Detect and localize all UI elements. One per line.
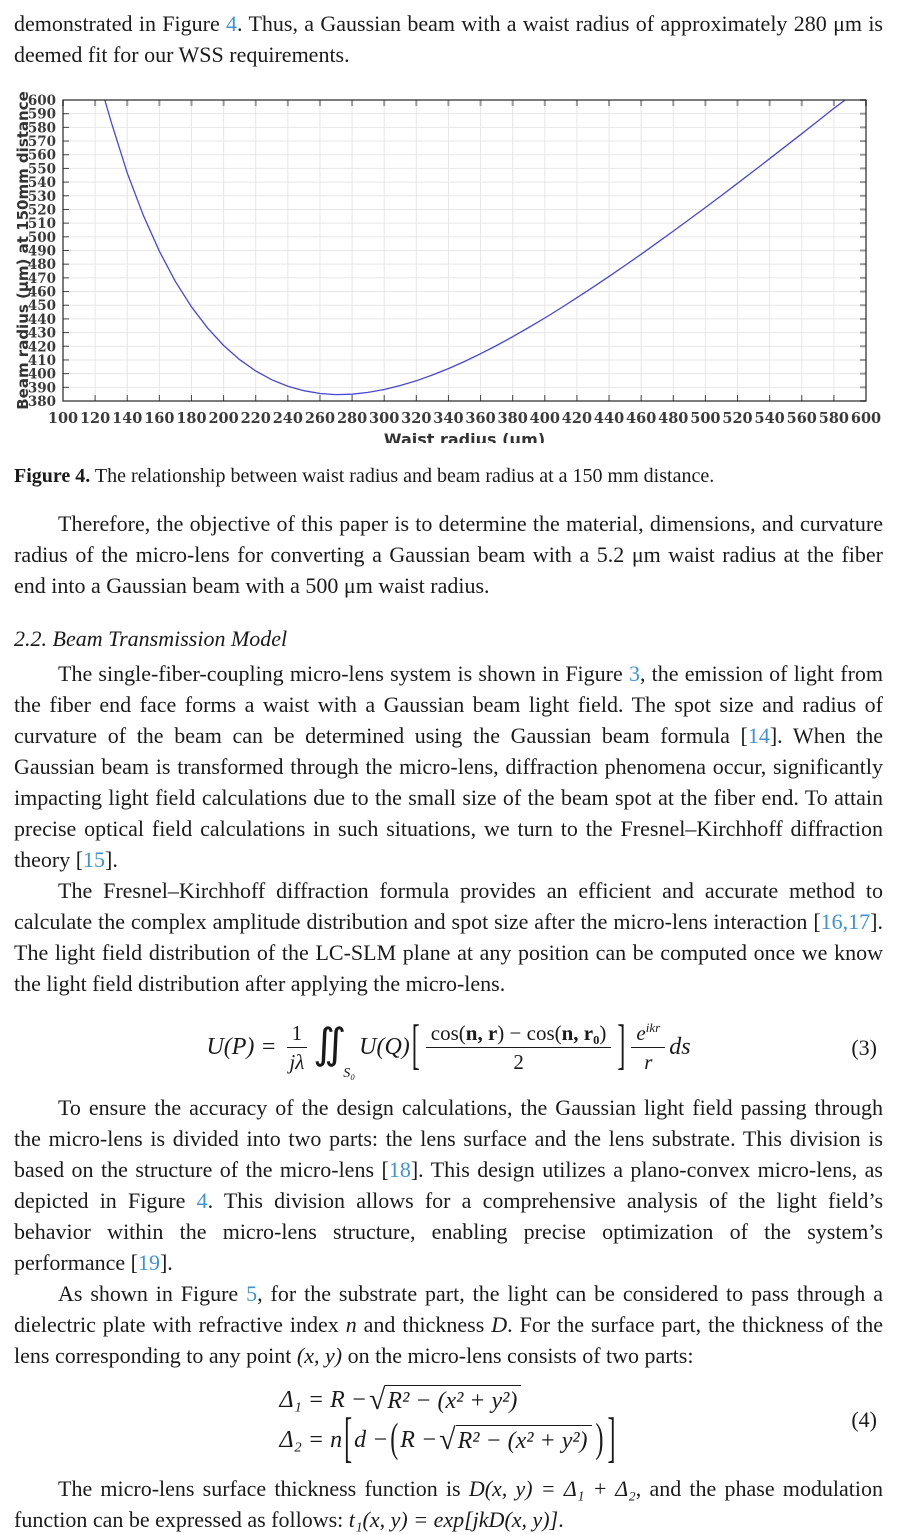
equation-4-line-1: Δ₁ = R − √ R² − (x² + y²) [279, 1385, 523, 1415]
citation-link[interactable]: 14 [747, 723, 770, 748]
citation-link[interactable]: 4 [196, 1188, 208, 1214]
svg-text:480: 480 [27, 257, 56, 274]
svg-text:530: 530 [27, 188, 56, 205]
figure-4-plot [14, 88, 883, 443]
svg-text:400: 400 [27, 366, 56, 383]
equation-4-body [279, 1383, 617, 1470]
text-segment: t₁(x, y) = exp[jkD(x, y)] [348, 1507, 559, 1533]
svg-text:580: 580 [818, 410, 850, 427]
svg-text:520: 520 [27, 202, 56, 219]
equation-3-number: (3) [851, 1034, 877, 1060]
svg-text:400: 400 [529, 410, 560, 427]
text-segment: n, r₀ [561, 1021, 600, 1045]
svg-text:100: 100 [47, 410, 79, 427]
equation-4-number: (4) [851, 1407, 877, 1433]
right-square-bracket: ] [617, 1016, 626, 1077]
text-segment: The single-fiber-coupling micro-lens system is shown in Figure [58, 661, 629, 686]
svg-text:280: 280 [336, 410, 368, 427]
figure-4-caption [14, 462, 883, 490]
text-segment: ]. [105, 847, 118, 872]
text-segment: on the micro-lens consists of two parts: [342, 1343, 694, 1369]
svg-text:540: 540 [27, 175, 56, 192]
equation-3 [14, 1013, 883, 1082]
svg-text:180: 180 [176, 410, 207, 427]
citation-link[interactable]: 18 [388, 1157, 411, 1183]
equation-4-line-2: Δ₂ = n [ d − ( R − √ R² − (x² + y²) ) ] [279, 1425, 617, 1455]
text-segment: D [491, 1312, 508, 1338]
citation-link[interactable]: 4 [226, 11, 238, 36]
equation-4 [14, 1379, 883, 1470]
text-segment: , and the phase modulation function can be expressed as follows: [14, 1476, 883, 1533]
svg-text:590: 590 [27, 106, 56, 123]
text-segment: demonstrated in Figure [14, 11, 227, 36]
svg-text:360: 360 [465, 410, 496, 427]
text-segment: n [345, 1312, 357, 1338]
sqrt-2: √ R² − (x² + y²) [439, 1425, 591, 1455]
svg-text:540: 540 [754, 410, 785, 427]
citation-link[interactable]: 16,17 [820, 909, 871, 934]
beam-radius-curve [105, 100, 845, 395]
svg-text:560: 560 [27, 147, 56, 164]
right-square-bracket: ] [607, 1409, 616, 1470]
text-segment: To ensure the accuracy of the design calculations, the Gaussian light field passing through the micro-lens is divided into two parts: the lens surface and the lens substrate. This division is based on the structure of the micro-lens [ [14, 1095, 883, 1183]
text-segment: ]. This design utilizes a plano-convex micro-lens, as depicted in Figure [14, 1157, 883, 1214]
text-segment: (x, y) [296, 1343, 343, 1369]
citation-link[interactable]: 19 [137, 1250, 160, 1276]
sqrt-1: √ R² − (x² + y²) [369, 1385, 521, 1415]
citation-link[interactable]: 3 [628, 661, 640, 686]
text-segment: ) [599, 1021, 607, 1045]
svg-text:580: 580 [27, 120, 56, 137]
substrate-paragraph [14, 1278, 883, 1371]
text-segment: The micro-lens surface thickness function is [58, 1476, 469, 1502]
svg-text:500: 500 [690, 410, 721, 427]
svg-text:260: 260 [304, 410, 336, 427]
svg-text:440: 440 [27, 311, 56, 328]
svg-text:430: 430 [27, 325, 56, 342]
text-segment: and thickness [356, 1312, 492, 1338]
text-segment: ]. [159, 1250, 173, 1276]
text-segment: Therefore, the objective of this paper is to determine the material, dimensions, and curvature radius of the micro-lens for converting a Gaussian beam with a 5.2 μm waist radius at the fiber end into a Gaussian beam with a 500 μm waist radius. [14, 511, 883, 598]
svg-text:320: 320 [401, 410, 432, 427]
figure-4 [14, 88, 883, 448]
text-segment: , the emission of light from the fiber end face forms a waist with a Gaussian beam light field. The spot size and radius of curvature of the beam can be determined using the Gaussian beam formula [ [14, 661, 884, 748]
double-integral-symbol: ∬ [313, 1021, 347, 1068]
text-segment: cos( [430, 1021, 466, 1045]
svg-text:600: 600 [850, 410, 882, 427]
svg-text:240: 240 [272, 410, 303, 427]
text-segment: ]. When the Gaussian beam is transformed through the micro-lens, diffraction phenomena occur, significantly impacting light field calculations due to the small size of the beam spot at the fiber end. To attain precise optical field calculations in such situations, we turn to the Fresnel–Kirchhoff diffraction theory [ [14, 723, 883, 872]
left-square-bracket: [ [344, 1409, 353, 1470]
svg-text:520: 520 [722, 410, 753, 427]
right-paren: ) [595, 1417, 604, 1462]
svg-text:480: 480 [658, 410, 689, 427]
svg-text:560: 560 [786, 410, 817, 427]
svg-text:380: 380 [497, 410, 528, 427]
text-segment: . [558, 1507, 564, 1533]
text-segment: The relationship between waist radius and beam radius at a 150 mm distance. [90, 465, 715, 487]
eq3-ds: ds [669, 1034, 691, 1061]
text-segment: . This division allows for a comprehensive analysis of the light field’s behavior within the micro-lens structure, enabling precise optimization of the system’s performance [ [14, 1188, 884, 1276]
y-axis-label: Beam radius (μm) at 150mm distance [14, 91, 32, 410]
text-segment: n, r [465, 1021, 498, 1045]
fresnel-kirchhoff-paragraph [14, 875, 883, 999]
design-accuracy-paragraph [14, 1092, 883, 1278]
svg-text:550: 550 [27, 161, 56, 178]
text-segment: D(x, y) = Δ₁ + Δ₂ [468, 1476, 636, 1502]
citation-link[interactable]: 5 [246, 1281, 258, 1307]
eq3-fraction-1: $\frac{1}{j\lambda}$ [287, 1021, 308, 1074]
svg-text:160: 160 [144, 410, 175, 427]
svg-text:460: 460 [626, 410, 657, 427]
text-segment: . For the surface part, the thickness of the lens corresponding to any point [14, 1312, 883, 1369]
beam-radius-line-chart [14, 88, 883, 448]
text-segment: . Thus, a Gaussian beam with a waist radius of approximately 280 μm is deemed fit for our WSS requirements. [14, 11, 883, 67]
objective-paragraph [14, 508, 883, 601]
svg-text:300: 300 [369, 410, 400, 427]
eq3-fraction-2: $\frac{\text{cos(n, r) − cos(n, r₀)}}{2}$ [426, 1021, 612, 1074]
svg-text:440: 440 [593, 410, 625, 427]
svg-text:410: 410 [27, 352, 56, 369]
text-segment: ) − cos( [497, 1021, 562, 1045]
svg-text:490: 490 [27, 243, 56, 260]
svg-text:570: 570 [27, 134, 56, 151]
svg-text:510: 510 [27, 216, 56, 233]
text-segment: Figure 4. [14, 465, 91, 487]
beam-model-paragraph [14, 658, 883, 875]
left-paren: ( [390, 1417, 399, 1462]
svg-text:460: 460 [27, 284, 56, 301]
equation-3-body [206, 1016, 691, 1082]
svg-text:450: 450 [27, 298, 56, 315]
svg-text:420: 420 [27, 339, 56, 356]
svg-text:220: 220 [240, 410, 271, 427]
text-segment: ]. The light field distribution of the LC-SLM plane at any position can be computed once we know the light field distribution after applying the micro-lens. [14, 909, 883, 996]
intro-paragraph [14, 8, 883, 70]
svg-text:200: 200 [208, 410, 239, 427]
thickness-function-paragraph [14, 1473, 883, 1535]
svg-text:340: 340 [433, 410, 464, 427]
eq3-lhs: U(P) = [206, 1034, 277, 1061]
eq3-fraction-3: $\frac{e^{ikr}}{r}$ [631, 1021, 665, 1074]
svg-text:390: 390 [27, 380, 56, 397]
text-segment: The Fresnel–Kirchhoff diffraction formula provides an efficient and accurate method to calculate the complex amplitude distribution and spot size after the micro-lens interaction [ [14, 878, 883, 934]
text-segment: , for the substrate part, the light can be considered to pass through a dielectric plate with refractive index [14, 1281, 883, 1338]
text-segment: As shown in Figure [58, 1281, 247, 1307]
eq3-uq: U(Q) [359, 1034, 410, 1061]
svg-text:470: 470 [27, 270, 56, 287]
svg-text:140: 140 [112, 410, 143, 427]
svg-text:120: 120 [79, 410, 111, 427]
section-heading-2-2: 2.2. Beam Transmission Model [14, 626, 288, 651]
x-axis-label: Waist radius (μm) [383, 430, 546, 443]
svg-text:500: 500 [27, 229, 56, 246]
citation-link[interactable]: 15 [83, 847, 106, 872]
svg-text:600: 600 [27, 93, 56, 109]
integral-subscript: S₀ [343, 1066, 356, 1082]
svg-text:380: 380 [27, 394, 56, 410]
svg-text:420: 420 [561, 410, 593, 427]
left-square-bracket: [ [411, 1016, 420, 1077]
